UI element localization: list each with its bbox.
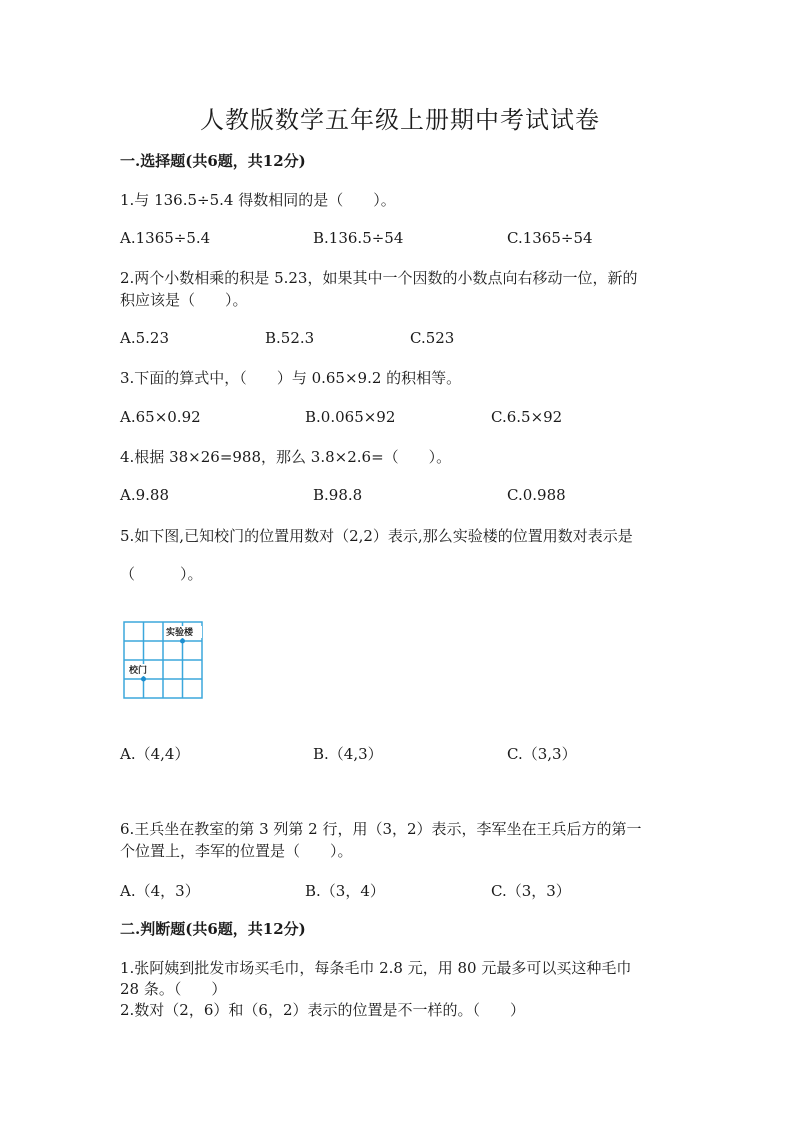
page-title: 人教版数学五年级上册期中考试试卷 [200,106,600,134]
q5-option-c: C.（3,3） [507,745,577,763]
judgment-1-line-2: 28 条。（ ） [120,980,227,998]
question-5-line-1: 5.如下图,已知校门的位置用数对（2,2）表示,那么实验楼的位置用数对表示是 [120,527,633,545]
judgment-1-line-1: 1.张阿姨到批发市场买毛巾，每条毛巾 2.8 元，用 80 元最多可以买这种毛巾 [120,959,632,977]
q6-option-b: B.（3，4） [305,882,385,900]
q6-option-c: C.（3，3） [491,882,571,900]
lab-label: 实验楼 [166,628,194,638]
q4-option-b: B.98.8 [313,486,363,504]
q3-option-b: B.0.065×92 [305,408,396,426]
q6-option-a: A.（4，3） [120,882,200,900]
q5-option-b: B.（4,3） [313,745,383,763]
judgment-2: 2.数对（2，6）和（6，2）表示的位置是不一样的。（ ） [120,1001,525,1019]
q4-option-a: A.9.88 [120,486,169,504]
q1-option-b: B.136.5÷54 [313,229,404,247]
section-heading-judgment: 二.判断题(共6题，共12分) [120,920,306,938]
question-6-line-1: 6.王兵坐在教室的第 3 列第 2 行，用（3，2）表示，李军坐在王兵后方的第一 [120,820,642,838]
q2-option-c: C.523 [410,329,455,347]
question-1: 1.与 136.5÷5.4 得数相同的是（ ）。 [120,191,396,209]
lab-point [180,639,185,644]
question-3: 3.下面的算式中，（ ）与 0.65×9.2 的积相等。 [120,369,462,387]
q1-option-a: A.1365÷5.4 [120,229,211,247]
question-2-line-1: 2.两个小数相乘的积是 5.23，如果其中一个因数的小数点向右移动一位，新的 [120,269,638,287]
q2-option-a: A.5.23 [120,329,169,347]
coordinate-grid-figure [122,620,206,700]
q5-option-a: A.（4,4） [120,745,190,763]
gate-point [141,677,146,682]
q1-option-c: C.1365÷54 [507,229,593,247]
q3-option-c: C.6.5×92 [491,408,563,426]
gate-label: 校门 [129,666,148,676]
q3-option-a: A.65×0.92 [120,408,201,426]
question-2-line-2: 积应该是（ ）。 [120,291,248,309]
question-6-line-2: 个位置上，李军的位置是（ ）。 [120,842,353,860]
q2-option-b: B.52.3 [265,329,315,347]
grid-svg [122,620,206,700]
question-5-line-2: （ ）。 [120,565,203,583]
question-4: 4.根据 38×26=988，那么 3.8×2.6=（ ）。 [120,448,452,466]
section-heading-choice: 一.选择题(共6题，共12分) [120,152,306,170]
q4-option-c: C.0.988 [507,486,566,504]
